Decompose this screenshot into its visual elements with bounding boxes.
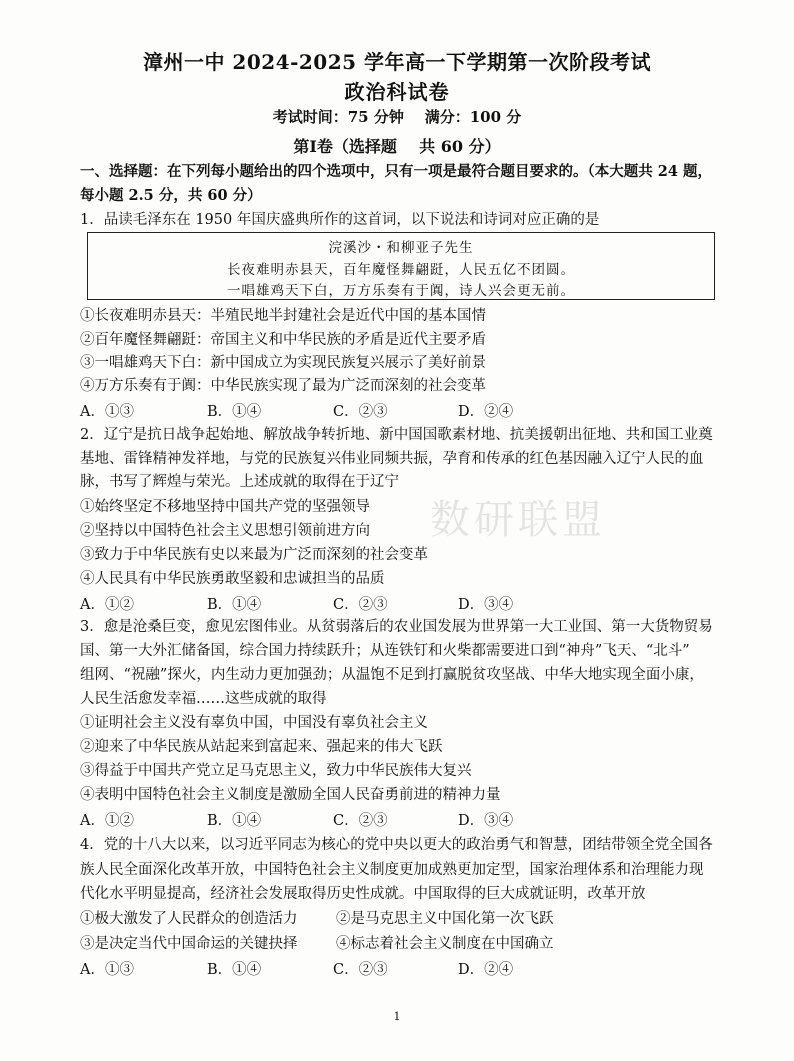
section-heading: 第Ⅰ卷（选择题 共 60 分）: [293, 137, 501, 156]
poem-box: [87, 232, 715, 300]
option-c[interactable]: C．②③: [333, 962, 388, 978]
q2-stem-3: 脉，书写了辉煌与荣光。上述成就的取得在于辽宁: [80, 474, 399, 490]
poem-line-1: 长夜难明赤县天，百年魔怪舞翩跹，人民五亿不团圆。: [227, 262, 575, 278]
q3-stem-4: 人民生活愈发幸福……这些成就的取得: [80, 691, 327, 707]
option-a[interactable]: A．①②: [80, 813, 134, 829]
q2-stem-2: 基地、雷锋精神发祥地，与党的民族复兴伟业同频共振，孕育和传承的红色基因融入辽宁人民的血: [80, 451, 704, 467]
q3-item-4: ④表明中国特色社会主义制度是激励全国人民奋勇前进的精神力量: [80, 787, 501, 803]
q1-item-3: ③一唱雄鸡天下白：新中国成立为实现民族复兴展示了美好前景: [80, 355, 486, 371]
q4-stem-2: 族人民全面深化改革开放，中国特色社会主义制度更加成熟更加定型，国家治理体系和治理能力现: [80, 862, 704, 878]
q2-item-1: ①始终坚定不移地坚持中国共产党的坚强领导: [80, 499, 370, 515]
option-a[interactable]: A．①③: [80, 962, 134, 978]
poem-title: 浣溪沙・和柳亚子先生: [328, 240, 474, 256]
q1-item-1: ①长夜难明赤县天：半殖民地半封建社会是近代中国的基本国情: [80, 308, 486, 324]
q2-item-2: ②坚持以中国特色社会主义思想引领前进方向: [80, 523, 370, 539]
instructions-line-2: 每小题 2.5 分，共 60 分）: [80, 187, 262, 204]
option-b[interactable]: B．①④: [207, 597, 262, 613]
q1-stem: 1．品读毛泽东在 1950 年国庆盛典所作的这首词，以下说法和诗词对应正确的是: [80, 212, 600, 228]
option-c[interactable]: C．②③: [333, 813, 388, 829]
option-d[interactable]: D．②④: [458, 962, 514, 978]
q2-item-3: ③致力于中华民族有史以来最为广泛而深刻的社会变革: [80, 547, 428, 563]
option-b[interactable]: B．①④: [207, 813, 262, 829]
option-b[interactable]: B．①④: [207, 404, 262, 420]
q4-stem-3: 代化水平明显提高，经济社会发展取得历史性成就。中国取得的巨大成就证明，改革开放: [80, 886, 646, 902]
exam-subtitle: 政治科试卷: [344, 80, 450, 104]
option-c[interactable]: C．②③: [333, 597, 388, 613]
option-c[interactable]: C．②③: [333, 404, 388, 420]
q3-item-3: ③得益于中国共产党立足马克思主义，致力中华民族伟大复兴: [80, 763, 472, 779]
option-a[interactable]: A．①②: [80, 597, 134, 613]
instructions-line-1: 一、选择题：在下列每小题给出的四个选项中，只有一项是最符合题目要求的。（本大题共 24 题，: [80, 163, 713, 180]
option-d[interactable]: D．③④: [458, 597, 514, 613]
q4-item-1: ①极大激发了人民群众的创造活力: [80, 911, 298, 927]
q3-item-2: ②迎来了中华民族从站起来到富起来、强起来的伟大飞跃: [80, 739, 443, 755]
exam-info: 考试时间：75 分钟 满分：100 分: [272, 108, 522, 126]
q2-stem-1: 2．辽宁是抗日战争起始地、解放战争转折地、新中国国歌素材地、抗美援朝出征地、共和国工业奠: [80, 427, 713, 443]
q1-item-4: ④万方乐奏有于阗：中华民族实现了最为广泛而深刻的社会变革: [80, 378, 486, 394]
q4-item-3: ③是决定当代中国命运的关键抉择: [80, 936, 298, 952]
q3-stem-1: 3．愈是沧桑巨变，愈见宏图伟业。从贫弱落后的农业国发展为世界第一大工业国、第一大货物贸易: [80, 619, 713, 635]
option-a[interactable]: A．①③: [80, 404, 134, 420]
q3-stem-3: 组网、“祝融”探火，内生动力更加强劲；从温饱不足到打赢脱贫攻坚战、中华大地实现全面小康，: [80, 667, 704, 683]
q3-stem-2: 国、第一大外汇储备国，综合国力持续跃升；从连铁钉和火柴都需要进口到“神舟”飞天、“北斗”: [80, 643, 690, 659]
q3-item-1: ①证明社会主义没有辜负中国，中国没有辜负社会主义: [80, 715, 428, 731]
page-number: 1: [393, 1010, 401, 1023]
exam-title: 漳州一中 2024-2025 学年高一下学期第一次阶段考试: [142, 50, 652, 74]
poem-line-2: 一唱雄鸡天下白，万方乐奏有于阗，诗人兴会更无前。: [227, 283, 575, 299]
q1-item-2: ②百年魔怪舞翩跹：帝国主义和中华民族的矛盾是近代主要矛盾: [80, 332, 486, 348]
q4-item-4: ④标志着社会主义制度在中国确立: [336, 936, 554, 952]
option-d[interactable]: D．③④: [458, 813, 514, 829]
option-d[interactable]: D．②④: [458, 404, 514, 420]
q4-stem-1: 4．党的十八大以来，以习近平同志为核心的党中央以更大的政治勇气和智慧，团结带领全党全国各: [80, 837, 713, 853]
watermark: 数研联盟: [430, 497, 606, 543]
option-b[interactable]: B．①④: [207, 962, 262, 978]
q2-item-4: ④人民具有中华民族勇敢坚毅和忠诚担当的品质: [80, 571, 385, 587]
q4-item-2: ②是马克思主义中国化第一次飞跃: [336, 911, 554, 927]
